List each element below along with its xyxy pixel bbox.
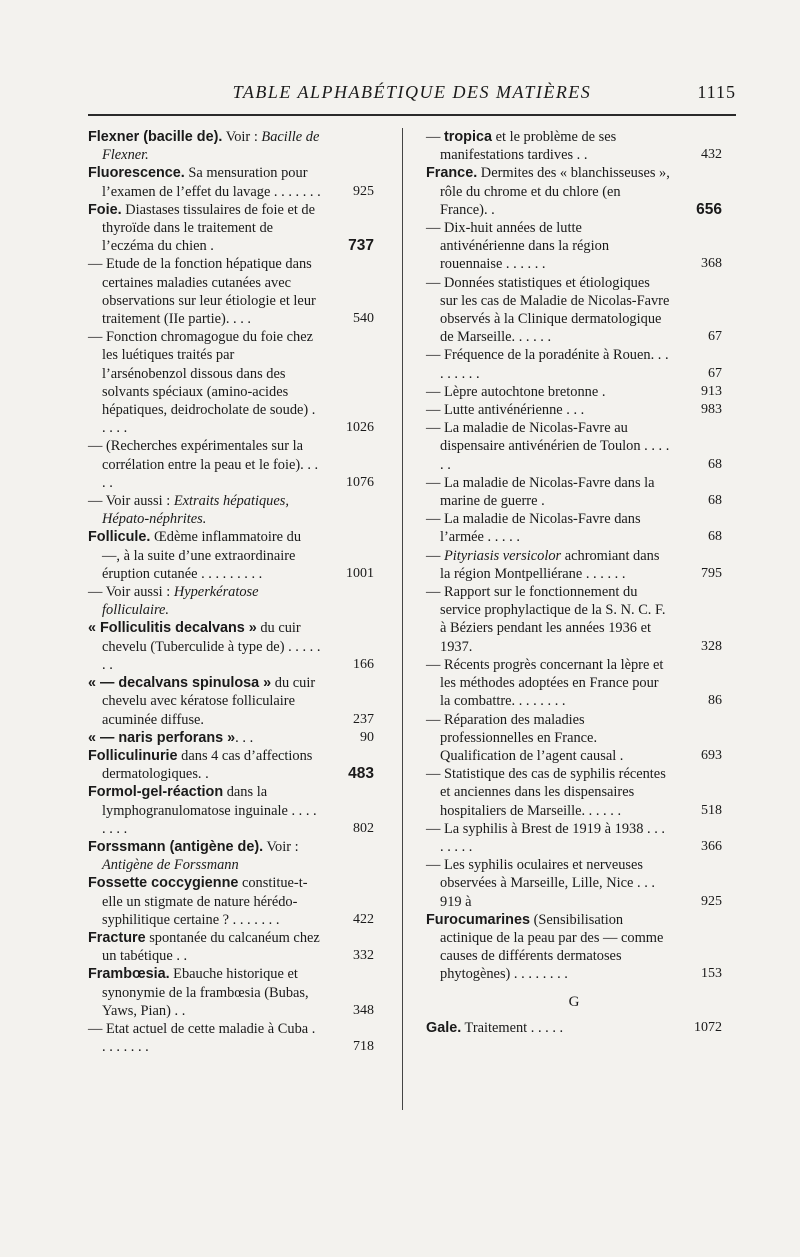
entry-text — [88, 529, 301, 581]
index-entry — [426, 128, 722, 164]
entry-segment: — Fonction chromagogue du foie chez les luétiques traités par l’arsénobenzol dissous dans des solvants spéciaux (amino-acides hépatiques, deidrocholate de soude) . . . . . — [88, 329, 316, 437]
index-entry — [426, 274, 722, 347]
index-entry — [426, 401, 722, 419]
index-entry — [426, 1019, 722, 1037]
running-header — [88, 82, 736, 112]
entry-italic: Hyperkératose folliculaire. — [102, 584, 259, 619]
entry-segment: — Données statistiques et étiologiques sur les cas de Maladie de Nicolas-Favre observés à la Clinique dermatologique de Marseille. . . . . . — [426, 274, 670, 346]
page-reference: 422 — [353, 911, 374, 927]
index-entry — [88, 838, 374, 874]
entry-heading: Forssmann (antigène de). — [88, 838, 264, 855]
entry-text — [426, 712, 623, 764]
entry-segment: du cuir chevelu avec kératose folliculaire acuminée diffuse. — [102, 675, 316, 728]
index-entry — [426, 474, 722, 510]
entry-heading: « Folliculitis decalvans » — [88, 620, 257, 637]
page-reference: 1026 — [346, 420, 374, 436]
page-reference: 737 — [348, 237, 374, 255]
entry-segment: — Lèpre autochtone bretonne . — [426, 383, 606, 400]
entry-segment: — — [426, 129, 444, 145]
index-entry — [88, 965, 374, 1020]
index-entry — [88, 201, 374, 256]
entry-text — [88, 129, 319, 163]
entry-segment: — La maladie de Nicolas-Favre dans la marine de guerre . — [426, 474, 655, 510]
entry-segment: Voir : — [222, 129, 262, 145]
index-entry — [426, 856, 722, 911]
page-reference: 348 — [353, 1002, 374, 1018]
entry-segment: Diastases tissulaires de foie et de thyroïde dans le traitement de l’eczéma du chien . — [102, 201, 316, 255]
entry-segment: — — [426, 547, 444, 564]
entry-segment: Voir : — [263, 838, 299, 855]
entry-text — [426, 275, 669, 346]
entry-segment: — (Recherches expérimentales sur la corrélation entre la peau et le foie). . . . . — [88, 438, 319, 491]
entry-segment: Ebauche historique et synonymie de la frambœsia (Bubas, Yaws, Pian) . . — [102, 966, 309, 1019]
page-number: 1115 — [697, 82, 736, 102]
page-reference: 656 — [696, 200, 722, 218]
index-entry — [426, 219, 722, 274]
entry-segment: spontanée du calcanéum chez un tabétique . . — [102, 929, 320, 965]
header-rule — [88, 114, 736, 116]
entry-heading: « — decalvans spinulosa » — [88, 675, 272, 692]
index-entry — [88, 437, 374, 492]
entry-segment: — Lutte antivénérienne . . . — [426, 402, 585, 419]
index-entry — [426, 164, 722, 219]
entry-text — [88, 875, 308, 927]
index-entry — [88, 492, 374, 528]
entry-text — [88, 438, 318, 490]
entry-heading: Fluorescence. — [88, 165, 185, 182]
entry-text — [426, 420, 669, 472]
entry-segment: Œdème inflammatoire du —, à la suite d’une extraordinaire éruption cutanée . . . . . . . . . — [102, 529, 302, 582]
entry-segment: — Etat actuel de cette maladie à Cuba . . . . . . . . — [88, 1020, 316, 1056]
index-entry — [88, 929, 374, 965]
page-reference: 67 — [708, 329, 722, 345]
entry-text — [426, 384, 605, 400]
entry-italic: Bacille de Flexner. — [102, 129, 320, 164]
entry-heading: tropica — [444, 129, 492, 145]
entry-segment: et le problème de ses manifestations tardives . . — [440, 129, 617, 164]
after-letter-entries — [426, 1019, 722, 1037]
entry-segment: achromiant dans la région Montpelliérane . . . . . . — [440, 547, 660, 582]
page-reference: 68 — [708, 529, 722, 545]
entry-text — [88, 784, 317, 836]
index-entry — [88, 619, 374, 674]
entry-heading: Folliculinurie — [88, 747, 178, 764]
entry-segment: — Voir aussi : — [88, 493, 174, 510]
index-entry — [426, 583, 722, 656]
entry-text — [88, 930, 320, 964]
index-entry — [88, 128, 374, 164]
entry-segment: Sa mensuration pour l’examen de l’effet du lavage . . . . . . . — [102, 165, 321, 200]
page-reference: 718 — [353, 1039, 374, 1055]
index-entry — [426, 656, 722, 711]
page-reference: 925 — [701, 893, 722, 909]
page-reference: 483 — [348, 765, 374, 783]
index-entry — [88, 255, 374, 328]
entry-segment: — La maladie de Nicolas-Favre au dispensaire antivénérien de Toulon . . . . . . — [426, 420, 670, 473]
page-reference: 68 — [708, 493, 722, 509]
index-entry — [426, 510, 722, 546]
entry-text — [426, 766, 666, 818]
page-reference: 332 — [353, 948, 374, 964]
entry-text — [88, 202, 315, 254]
entry-heading: Follicule. — [88, 529, 151, 546]
entry-segment: (Sensibilisation actinique de la peau par des — comme causes de différents dermatoses phytogènes) . . . . . . . . — [440, 911, 664, 983]
page-reference: 983 — [701, 402, 722, 418]
right-column — [426, 128, 722, 1037]
entry-segment: — Etude de la fonction hépatique dans certaines maladies cutanées avec observations sur leur étiologie et leur traitement (IIe partie). . . . — [88, 256, 316, 328]
entry-segment: — Rapport sur le fonctionnement du service prophylactique de la S. N. C. F. à Béziers pendant les années 1936 et 1937. — [426, 584, 666, 655]
page-reference: 432 — [701, 147, 722, 163]
entry-text — [426, 165, 670, 217]
page-reference: 166 — [353, 656, 374, 672]
index-entry — [88, 874, 374, 929]
index-entry — [88, 164, 374, 200]
entry-segment: dans la lymphogranulomatose inguinale . . . . . . . . — [102, 784, 317, 837]
entry-segment: — Récents progrès concernant la lèpre et les méthodes adoptées en France pour la combattre. . . . . . . . — [426, 656, 664, 710]
entry-text — [88, 493, 289, 527]
entry-segment: Dermites des « blanchisseuses », rôle du chrome et du chlore (en France). . — [440, 165, 670, 218]
index-entry — [426, 911, 722, 984]
entry-heading: Furocumarines — [426, 911, 530, 928]
entry-heading: Flexner (bacille de). — [88, 129, 223, 145]
page-reference: 795 — [701, 565, 722, 581]
page-reference: 90 — [360, 729, 374, 745]
entry-text — [88, 329, 315, 436]
index-entry — [88, 1020, 374, 1056]
index-entry — [426, 547, 722, 583]
index-entry — [426, 711, 722, 766]
entry-text — [426, 402, 584, 418]
entry-segment: — La maladie de Nicolas-Favre dans l’armée . . . . . — [426, 511, 641, 546]
page-reference: 925 — [353, 183, 374, 199]
index-entry — [88, 674, 374, 729]
entry-segment: — Statistique des cas de syphilis récentes et anciennes dans les dispensaires hospitaliers de Marseille. . . . . . — [426, 766, 666, 819]
page-reference: 518 — [701, 802, 722, 818]
left-column — [88, 128, 374, 1056]
entry-heading: « — naris perforans » — [88, 729, 236, 746]
entry-heading: Gale. — [426, 1019, 462, 1036]
index-entry — [426, 820, 722, 856]
entry-text — [88, 1021, 315, 1055]
entry-text — [426, 657, 663, 709]
page-reference: 1001 — [346, 565, 374, 581]
entry-text — [88, 256, 316, 327]
entry-segment: — Dix-huit années de lutte antivénérienne dans la région rouennaise . . . . . . — [426, 220, 610, 273]
entry-text — [426, 584, 665, 655]
page-reference: 153 — [701, 966, 722, 982]
page-reference: 368 — [701, 256, 722, 272]
index-entry — [426, 419, 722, 474]
index-entry — [88, 747, 374, 783]
entry-heading: Fracture — [88, 929, 146, 946]
entry-text — [426, 912, 663, 983]
index-entry — [88, 328, 374, 437]
entry-text — [426, 511, 641, 545]
entry-text — [88, 675, 315, 727]
index-entry — [426, 346, 722, 382]
entry-text — [426, 1020, 563, 1036]
entry-segment: Traitement . . . . . — [461, 1019, 564, 1036]
page-reference: 1072 — [694, 1019, 722, 1035]
page-reference: 68 — [708, 456, 722, 472]
entry-text — [426, 548, 659, 582]
entry-segment: constitue-t-elle un stigmate de nature hérédo-syphilitique certaine ? . . . . . . . — [102, 875, 308, 928]
entry-heading: Fossette coccygienne — [88, 875, 239, 892]
entry-heading: France. — [426, 165, 478, 182]
section-letter: G — [568, 993, 580, 1010]
entry-text — [426, 220, 609, 272]
entry-text — [426, 475, 655, 509]
page-reference: 913 — [701, 383, 722, 399]
entry-heading: Foie. — [88, 201, 122, 218]
entry-segment: — Voir aussi : — [88, 584, 174, 601]
index-entry — [426, 765, 722, 820]
entry-segment: du cuir chevelu (Tuberculide à type de) . . . . . . . — [102, 620, 321, 673]
entry-text — [426, 821, 665, 855]
entry-italic: Pityriasis versicolor — [444, 547, 562, 564]
entry-segment: — Fréquence de la poradénite à Rouen. . . . . . . . . — [426, 347, 669, 382]
index-entry — [88, 583, 374, 619]
entry-text — [88, 748, 312, 782]
page-title: TABLE ALPHABÉTIQUE DES MATIÈRES — [232, 82, 592, 102]
column-divider — [402, 128, 403, 1110]
entry-segment: dans 4 cas d’affections dermatologiques. . — [102, 747, 313, 783]
entry-text — [88, 620, 320, 672]
entry-text — [88, 584, 259, 618]
index-entry — [88, 528, 374, 583]
page-reference: 693 — [701, 747, 722, 763]
page-reference: 540 — [353, 311, 374, 327]
page-reference: 86 — [708, 693, 722, 709]
entry-segment: — Les syphilis oculaires et nerveuses observées à Marseille, Lille, Nice . . . 919 à — [426, 857, 655, 910]
right-entries — [426, 128, 722, 984]
page-reference: 366 — [701, 838, 722, 854]
entry-text — [88, 966, 309, 1018]
entry-segment: — La syphilis à Brest de 1919 à 1938 . . . . . . . . — [426, 820, 666, 855]
entry-text — [88, 839, 299, 873]
entry-text — [88, 165, 321, 199]
entry-text — [88, 730, 253, 746]
page-reference: 328 — [701, 638, 722, 654]
entry-text — [426, 857, 655, 909]
entry-italic: Antigène de Forssmann — [102, 857, 239, 874]
page-reference: 237 — [353, 711, 374, 727]
entry-heading: Formol-gel-réaction — [88, 784, 224, 801]
entry-segment: — Réparation des maladies professionnelles en France. Qualification de l’agent causal . — [426, 711, 624, 764]
index-entry — [426, 383, 722, 401]
entry-italic: Extraits hépatiques, Hépato-néphrites. — [102, 493, 289, 528]
entry-text — [426, 347, 669, 381]
page-reference: 802 — [353, 820, 374, 836]
page-reference: 67 — [708, 365, 722, 381]
entry-text — [426, 129, 616, 163]
index-entry — [88, 729, 374, 747]
entry-segment: . . . — [235, 729, 254, 746]
page-reference: 1076 — [346, 474, 374, 490]
index-entry — [88, 783, 374, 838]
entry-heading: Frambœsia. — [88, 966, 170, 983]
